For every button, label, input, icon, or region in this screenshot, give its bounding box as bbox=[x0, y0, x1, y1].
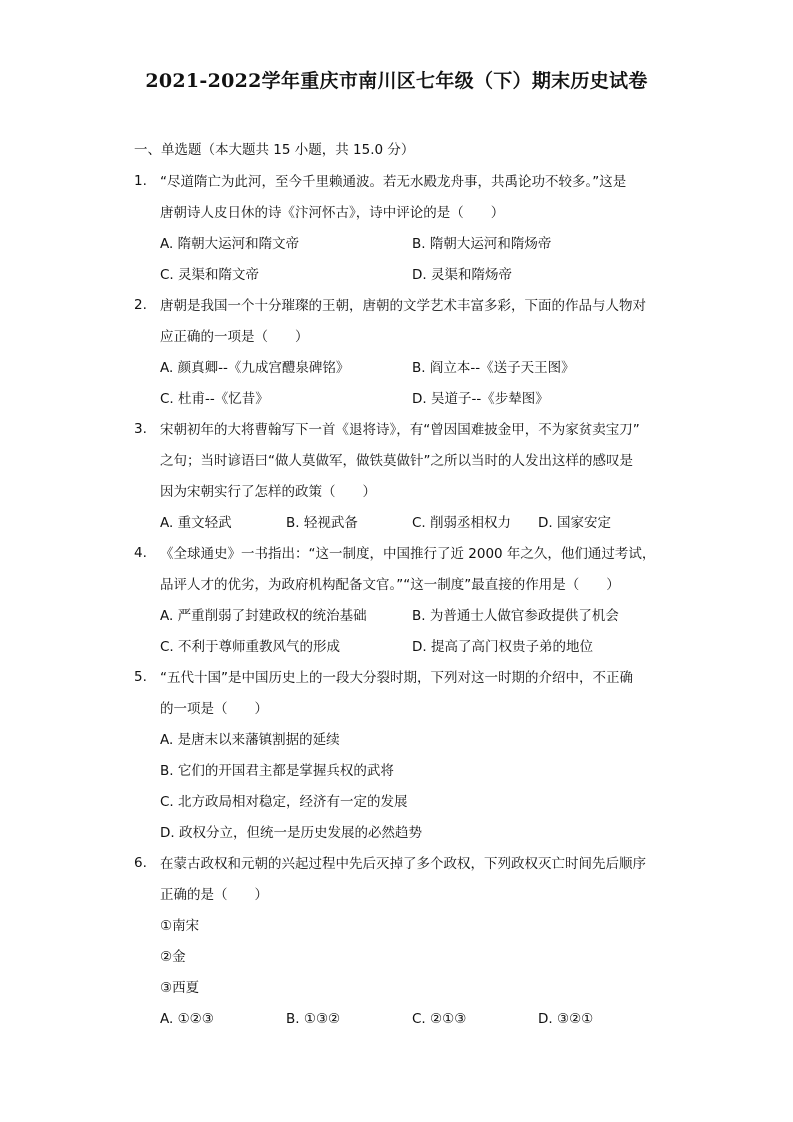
statement-item: ①南宋 bbox=[160, 918, 200, 934]
question-stem bbox=[160, 415, 674, 508]
stem-line: 唐朝诗人皮日休的诗《汴河怀古》，诗中评论的是（ ） bbox=[160, 205, 505, 221]
statement-item: ②金 bbox=[160, 949, 186, 965]
question-number: 5. bbox=[134, 669, 147, 685]
exam-title: 2021-2022学年重庆市南川区七年级（下）期末历史试卷 bbox=[145, 70, 648, 92]
stem-line: 正确的是（ ） bbox=[160, 887, 268, 903]
option-c[interactable]: C. 灵渠和隋文帝 bbox=[160, 267, 260, 283]
option-b[interactable]: B. 隋朝大运河和隋炀帝 bbox=[412, 236, 552, 252]
option-a[interactable]: A. 是唐末以来藩镇割据的延续 bbox=[160, 732, 340, 748]
section-heading: 一、单选题（本大题共 15 小题，共 15.0 分） bbox=[134, 142, 415, 158]
question-stem bbox=[160, 539, 674, 601]
stem-line: “五代十国”是中国历史上的一段大分裂时期，下列对这一时期的介绍中，不正确 bbox=[160, 670, 633, 686]
option-d[interactable]: D. 吴道子--《步辇图》 bbox=[412, 391, 549, 407]
option-c[interactable]: C. 北方政局相对稳定，经济有一定的发展 bbox=[160, 794, 408, 810]
question-stem bbox=[160, 663, 674, 725]
question-number: 3. bbox=[134, 421, 147, 437]
option-b[interactable]: B. 它们的开国君主都是掌握兵权的武将 bbox=[160, 763, 394, 779]
options bbox=[160, 601, 674, 663]
options bbox=[160, 229, 674, 291]
option-d[interactable]: D. 灵渠和隋炀帝 bbox=[412, 267, 512, 283]
options bbox=[160, 1004, 674, 1035]
option-d[interactable]: D. ③②① bbox=[538, 1011, 594, 1027]
options bbox=[160, 508, 674, 539]
question-4 bbox=[134, 539, 674, 663]
option-a[interactable]: A. 严重削弱了封建政权的统治基础 bbox=[160, 608, 367, 624]
question-stem bbox=[160, 291, 674, 353]
question-number: 6. bbox=[134, 855, 147, 871]
question-number: 1. bbox=[134, 173, 147, 189]
stem-line: 宋朝初年的大将曹翰写下一首《退将诗》，有“曾因国难披金甲，不为家贫卖宝刀” bbox=[160, 422, 640, 438]
stem-line: 在蒙古政权和元朝的兴起过程中先后灭掉了多个政权，下列政权灭亡时间先后顺序 bbox=[160, 856, 646, 872]
stem-line: 的一项是（ ） bbox=[160, 701, 268, 717]
option-a[interactable]: A. 重文轻武 bbox=[160, 515, 232, 531]
question-3 bbox=[134, 415, 674, 539]
option-d[interactable]: D. 提高了高门权贵子弟的地位 bbox=[412, 639, 593, 655]
option-b[interactable]: B. 轻视武备 bbox=[286, 515, 358, 531]
question-1 bbox=[134, 167, 674, 291]
question-number: 2. bbox=[134, 297, 147, 313]
option-a[interactable]: A. 颜真卿--《九成宫醴泉碑铭》 bbox=[160, 360, 350, 376]
options bbox=[160, 353, 674, 415]
question-5 bbox=[134, 663, 674, 849]
stem-line: 唐朝是我国一个十分璀璨的王朝，唐朝的文学艺术丰富多彩，下面的作品与人物对 bbox=[160, 298, 646, 314]
stem-line: 品评人才的优劣，为政府机构配备文官。”“这一制度”最直接的作用是（ ） bbox=[160, 577, 620, 593]
options bbox=[160, 725, 674, 849]
option-a[interactable]: A. 隋朝大运河和隋文帝 bbox=[160, 236, 300, 252]
option-b[interactable]: B. ①③② bbox=[286, 1011, 341, 1027]
stem-line: 因为宋朝实行了怎样的政策（ ） bbox=[160, 484, 376, 500]
option-c[interactable]: C. 不利于尊师重教风气的形成 bbox=[160, 639, 341, 655]
option-b[interactable]: B. 为普通士人做官参政提供了机会 bbox=[412, 608, 619, 624]
stem-line: 之句；当时谚语曰“做人莫做军，做铁莫做针”之所以当时的人发出这样的感叹是 bbox=[160, 453, 633, 469]
stem-line: 应正确的一项是（ ） bbox=[160, 329, 309, 345]
stem-line: 《全球通史》一书指出：“这一制度，中国推行了近 2000 年之久，他们通过考试， bbox=[160, 546, 656, 562]
question-stem bbox=[160, 849, 674, 911]
option-d[interactable]: D. 国家安定 bbox=[538, 515, 611, 531]
option-c[interactable]: C. 削弱丞相权力 bbox=[412, 515, 512, 531]
option-a[interactable]: A. ①②③ bbox=[160, 1011, 214, 1027]
statement-list bbox=[160, 911, 674, 1004]
question-2 bbox=[134, 291, 674, 415]
stem-line: “尽道隋亡为此河，至今千里赖通波。若无水殿龙舟事，共禹论功不较多。”这是 bbox=[160, 174, 627, 190]
question-6 bbox=[134, 849, 674, 1035]
question-number: 4. bbox=[134, 545, 147, 561]
option-d[interactable]: D. 政权分立，但统一是历史发展的必然趋势 bbox=[160, 825, 422, 841]
option-c[interactable]: C. 杜甫--《忆昔》 bbox=[160, 391, 269, 407]
statement-item: ③西夏 bbox=[160, 980, 200, 996]
option-b[interactable]: B. 阎立本--《送子天王图》 bbox=[412, 360, 575, 376]
question-stem bbox=[160, 167, 674, 229]
option-c[interactable]: C. ②①③ bbox=[412, 1011, 467, 1027]
